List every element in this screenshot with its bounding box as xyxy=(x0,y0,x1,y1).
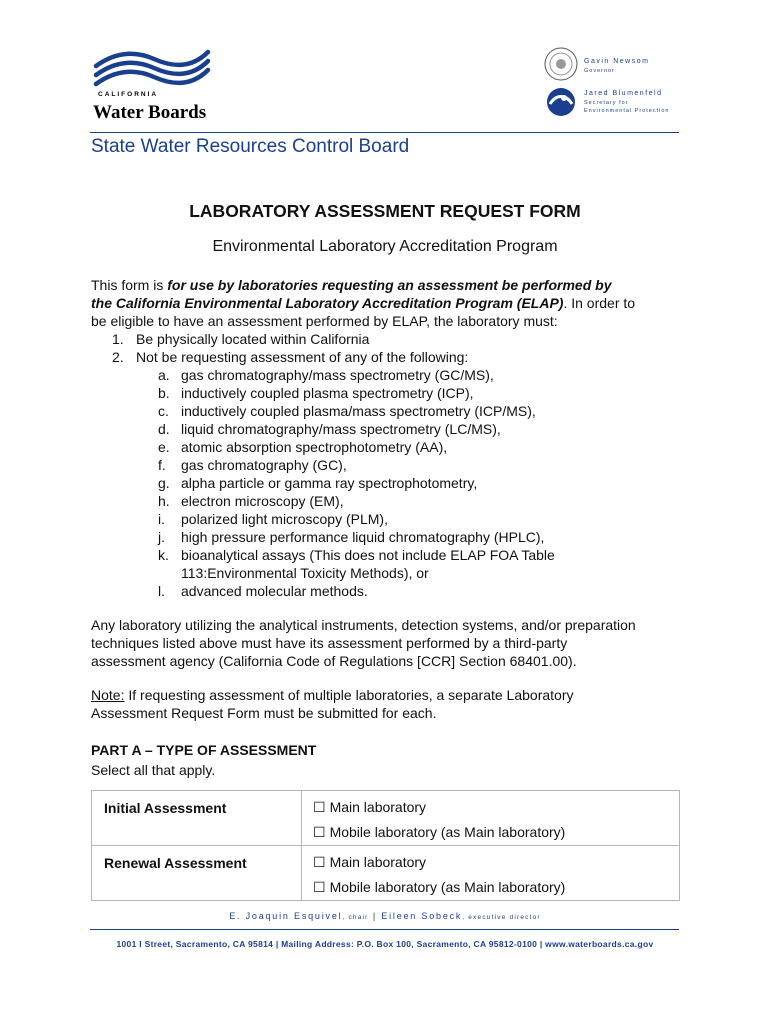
note-paragraph: Note: If requesting assessment of multiple laboratories, a separate Laboratory Assessment Request Form must be submitted for each. xyxy=(91,687,574,721)
list-item: c. inductively coupled plasma/mass spectrometry (ICP/MS), xyxy=(158,403,536,419)
list-item: 1. Be physically located within California xyxy=(112,331,370,347)
list-item: a. gas chromatography/mass spectrometry (GC/MS), xyxy=(158,367,494,383)
calepa-logo-icon xyxy=(547,88,575,116)
assessment-options-renewal xyxy=(302,846,680,901)
checkbox-icon[interactable]: ☐ xyxy=(313,880,326,896)
chair-title: , chair xyxy=(342,914,369,921)
checkbox-initial-main[interactable]: ☐ Main laboratory xyxy=(313,799,427,816)
water-boards-logo xyxy=(90,44,215,122)
header-divider xyxy=(90,132,679,133)
checkbox-initial-mobile[interactable]: ☐ Mobile laboratory (as Main laboratory) xyxy=(313,824,566,841)
list-item: h. electron microscopy (EM), xyxy=(158,493,344,509)
secretary-name: Jared Blumenfeld xyxy=(584,90,663,97)
list-item: b. inductively coupled plasma spectrometry (ICP), xyxy=(158,385,474,401)
intro-line3: be eligible to have an assessment performed by ELAP, the laboratory must: xyxy=(91,313,558,329)
assessment-options-initial xyxy=(302,791,680,846)
part-a-instruction: Select all that apply. xyxy=(91,762,216,778)
list-item: 2. Not be requesting assessment of any of the following: xyxy=(112,349,469,365)
requirements-list xyxy=(112,330,468,366)
assessment-label-renewal: Renewal Assessment xyxy=(92,846,302,901)
logo-main-text: Water Boards xyxy=(93,102,207,122)
table-row xyxy=(92,791,680,846)
chair-name: E. Joaquin Esquivel xyxy=(229,911,343,921)
intro-emphasis-1: for use by laboratories requesting an assessment be performed by xyxy=(167,277,612,293)
part-a-heading: PART A – TYPE OF ASSESSMENT xyxy=(91,742,317,758)
director-title: , executive director xyxy=(462,914,541,921)
footer-divider xyxy=(90,929,679,930)
assessment-type-table xyxy=(91,790,680,901)
list-item: g. alpha particle or gamma ray spectrophotometry, xyxy=(158,475,478,491)
checkbox-icon[interactable]: ☐ xyxy=(313,825,326,841)
governor-name: Gavin Newsom xyxy=(584,58,650,65)
secretary-title-line2: Environmental Protection xyxy=(584,108,670,114)
list-item: d. liquid chromatography/mass spectrometry (LC/MS), xyxy=(158,421,501,437)
note-label: Note: xyxy=(91,687,125,703)
list-item: e. atomic absorption spectrophotometry (AA), xyxy=(158,439,448,455)
form-subtitle: Environmental Laboratory Accreditation Program xyxy=(212,238,558,255)
assessment-label-initial: Initial Assessment xyxy=(92,791,302,846)
form-title: LABORATORY ASSESSMENT REQUEST FORM xyxy=(189,201,581,221)
agency-name: State Water Resources Control Board xyxy=(91,136,410,157)
checkbox-icon[interactable]: ☐ xyxy=(313,855,326,871)
footer-address: 1001 I Street, Sacramento, CA 95814 | Mailing Address: P.O. Box 100, Sacramento, CA 95812-0100 | www.waterboards.ca.gov xyxy=(116,939,654,949)
list-item: i. polarized light microscopy (PLM), xyxy=(158,511,388,527)
checkbox-renewal-main[interactable]: ☐ Main laboratory xyxy=(313,854,427,871)
logo-top-text: CALIFORNIA xyxy=(98,91,159,98)
list-item: k. bioanalytical assays (This does not include ELAP FOA Table xyxy=(158,547,555,563)
intro-emphasis-2: the California Environmental Laboratory Accreditation Program (ELAP) xyxy=(91,295,564,311)
intro-prefix: This form is xyxy=(91,277,168,293)
state-seal-icon xyxy=(545,48,577,80)
list-item: j. high pressure performance liquid chromatography (HPLC), xyxy=(158,529,545,545)
checkbox-renewal-mobile[interactable]: ☐ Mobile laboratory (as Main laboratory) xyxy=(313,879,566,896)
intro-paragraph xyxy=(91,276,691,330)
footer-officials xyxy=(0,911,770,921)
table-row xyxy=(92,846,680,901)
footer-separator: | xyxy=(368,911,382,921)
third-party-paragraph: Any laboratory utilizing the analytical instruments, detection systems, and/or preparation techniques listed above must have its assessment performed by a third-party assessment agency (California Code of Regulations [CCR] Section 68401.00). xyxy=(91,617,636,669)
officials-block xyxy=(544,44,684,124)
list-item-continuation: 113:Environmental Toxicity Methods), or xyxy=(181,565,429,581)
exclusions-list xyxy=(158,366,555,600)
checkbox-icon[interactable]: ☐ xyxy=(313,800,326,816)
intro-suffix: . In order to xyxy=(563,295,636,311)
wave-logo-icon xyxy=(96,52,208,84)
list-item: l. advanced molecular methods. xyxy=(158,583,368,599)
governor-title: Governor xyxy=(584,68,615,74)
secretary-title-line1: Secretary for xyxy=(584,100,629,106)
director-name: Eileen Sobeck xyxy=(381,911,463,921)
list-item: f. gas chromatography (GC), xyxy=(158,457,347,473)
